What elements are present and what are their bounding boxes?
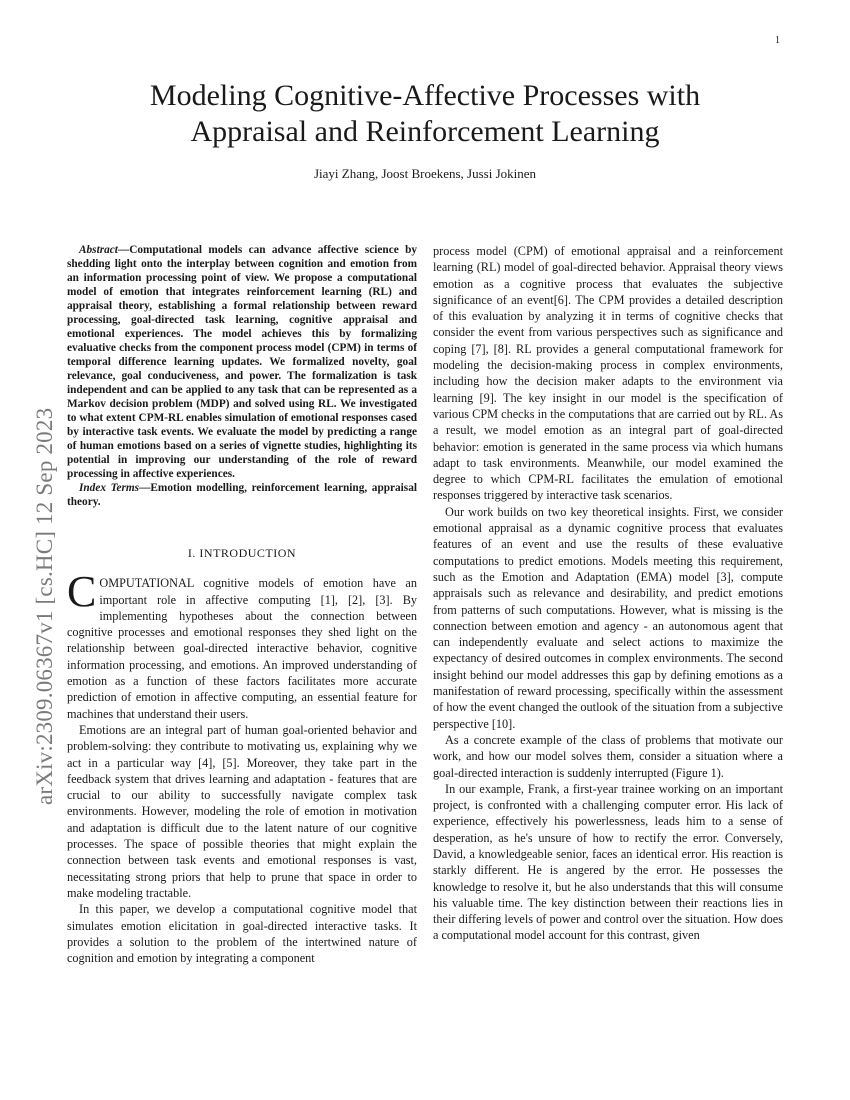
intro-paragraph-1 [67,567,417,722]
intro-paragraph-3: In this paper, we develop a computational cognitive model that simulates emotion elicitation in goal-directed interactive tasks. It provides a solution to the problem of the intertwined nature of cognition and emotion by integrating a component [67,902,417,966]
right-column [433,243,783,944]
index-terms-text: —Emotion modelling, reinforcement learning, appraisal theory. [67,482,417,508]
index-terms-label: Index Terms [79,482,140,494]
arxiv-watermark-text: arXiv:2309.06367v1 [cs.HC] 12 Sep 2023 [32,407,57,805]
author-list: Jiayi Zhang, Joost Broekens, Jussi Jokinen [313,166,537,181]
right-paragraph-1: process model (CPM) of emotional appraisal and a reinforcement learning (RL) model of goal-directed behavior. Appraisal theory views emotion as a cognitive process that evaluates the subjective significance of an event[6]. The CPM provides a detailed description of this evaluation by analyzing it in terms of cognitive checks that consider the event from various perspectives such as significance and coping [7], [8]. RL provides a general computational framework for modeling the decision-making process in complex environments, including how the decision maker adapts to the environment via learning [9]. The key insight in our model is the specification of various CPM checks in the computations that are carried out by RL. As a result, we model emotion as an integral part of goal-directed behavior: emotion is generated in the same process via which humans adapt to task environments. Meanwhile, our model examined the degree to which CPM-RL facilitates the emulation of emotional responses triggered by interactive task scenarios. [433,244,783,503]
title-line-1: Modeling Cognitive-Affective Processes with [149,79,701,112]
title-line-2: Appraisal and Reinforcement Learning [190,115,660,148]
abstract [67,243,417,481]
abstract-text: —Computational models can advance affective science by shedding light onto the interplay between cognition and emotion from an information processing point of view. We propose a computational model of emotion that integrates reinforcement learning (RL) and appraisal theory, establishing a formal relationship between reward processing, goal-directed task learning, cognitive appraisal and emotional experiences. The model achieves this by formalizing evaluative checks from the component process model (CPM) in terms of temporal difference learning updates. We formalized novelty, goal relevance, goal conduciveness, and power. The formalization is task independent and can be applied to any task that can be represented as a Markov decision problem (MDP) and solved using RL. We investigated to what extent CPM-RL enables simulation of emotional responses cased by interactive task events. We evaluate the model by predicting a range of human emotions based on a series of vignette studies, highlighting its potential in improving our understanding of the role of reward processing in affective experiences. [67,244,417,480]
left-column [67,243,417,966]
index-terms [67,481,417,509]
right-paragraph-3: As a concrete example of the class of problems that motivate our work, and how our model solves them, consider a situation where a goal-directed interaction is suddenly interrupted (Figure 1). [433,732,783,780]
drop-cap: C [67,567,97,617]
intro-paragraph-1-text: OMPUTATIONAL cognitive models of emotion have an important role in affective computing [1], [2], [3]. By implementing hypotheses about the connection between cognitive processes and emotional responses they shed light on the relationship between goal-directed interactive behavior, cognitive information processing, and emotions. An improved understanding of emotion as a function of these factors facilitates more accurate prediction of emotion in affective computing, an essential feature for machines that understand their users. [67,576,417,721]
arxiv-watermark [10,285,57,805]
section-heading-introduction: I. INTRODUCTION [187,546,297,560]
paper-title [70,78,780,150]
intro-paragraph-2: Emotions are an integral part of human goal-oriented behavior and problem-solving: they contribute to motivating us, explaining why we act in a particular way [4], [5]. Moreover, they take part in the feedback system that drives learning and adaptation - features that are crucial to our ability to successfully navigate complex task environments. However, modeling the role of emotion in motivation and adaptation is difficult due to the latent nature of our cognitive processes. The space of possible theories that might explain the connection between task events and emotional responses is vast, necessitating strong priors that help to prune that space in order to make modeling tractable. [67,722,417,900]
page-number: 1 [775,35,780,46]
right-paragraph-4: In our example, Frank, a first-year trainee working on an important project, is confronted with a challenging computer error. His lack of experience, effectively his powerlessness, leads him to a sense of desperation, as he's unsure of how to rectify the error. Conversely, David, a knowledgeable senior, faces an identical error. His reaction is starkly different. He is angered by the error. He possesses the knowledge to resolve it, but he also understands that this will consume his valuable time. The key distinction between their reactions lies in their differing levels of power and control over the situation. How does a computational model account for this contrast, given [433,781,783,943]
abstract-label: Abstract [79,244,118,256]
right-paragraph-2: Our work builds on two key theoretical insights. First, we consider emotional appraisal as a dynamic cognitive process that evaluates features of an event and use the results of these evaluative computations to predict emotions. Models meeting this requirement, such as the Emotion and Adaptation (EMA) model [3], compute appraisals such as relevance and desirability, and predict emotions from patterns of such computations. However, what is missing is the connection between emotion and agency - an autonomous agent that can independently evaluate and select actions to maximize the expectancy of desired outcomes in complex environments. The second insight behind our model addresses this gap by defining emotions as a manifestation of reward processing, specifically within the assessment of how the event changed the outlook of the situation from a subjective perspective [10]. [433,504,783,731]
